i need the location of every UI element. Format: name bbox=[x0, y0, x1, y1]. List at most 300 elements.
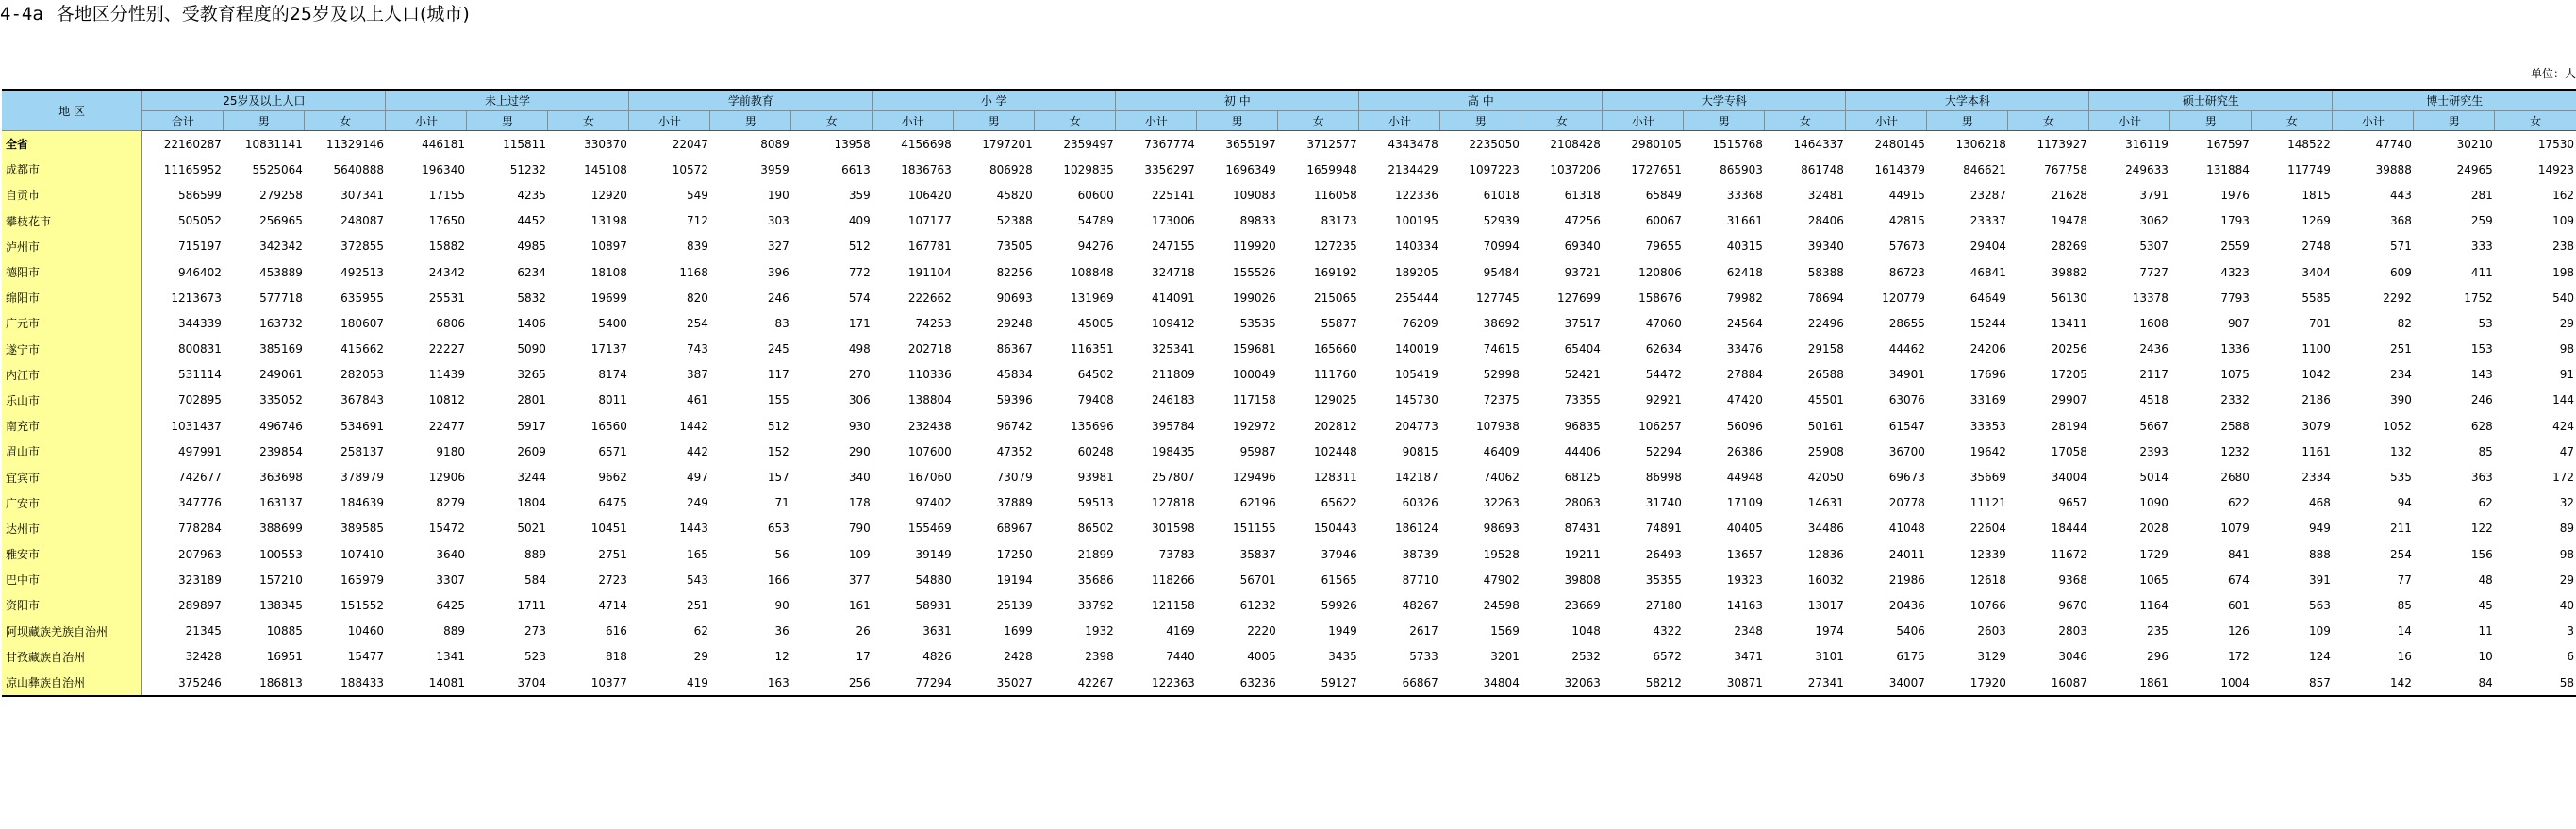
table-cell: 841 bbox=[2228, 547, 2250, 561]
table-cell: 127745 bbox=[1476, 290, 1520, 305]
table-cell: 333 bbox=[2470, 240, 2493, 254]
table-cell: 2532 bbox=[1571, 650, 1601, 664]
header-row-sub bbox=[2, 111, 2576, 131]
table-cell: 83173 bbox=[1321, 214, 1357, 228]
table-cell: 2748 bbox=[2302, 240, 2331, 254]
table-cell: 79408 bbox=[1077, 393, 1114, 407]
table-cell: 857 bbox=[2252, 670, 2333, 696]
table-cell: 35669 bbox=[1969, 471, 2006, 485]
table-row-total bbox=[2, 131, 2576, 158]
table-cell: 248087 bbox=[341, 214, 384, 228]
table-cell: 22227 bbox=[428, 342, 465, 356]
table-cell: 71 bbox=[774, 496, 789, 510]
table-cell: 907 bbox=[2228, 316, 2250, 330]
table-cell: 109412 bbox=[1151, 316, 1195, 330]
table-cell: 2680 bbox=[2220, 471, 2250, 485]
sub-header: 小计 bbox=[1846, 111, 1927, 131]
table-cell: 107177 bbox=[907, 214, 952, 228]
table-cell: 118266 bbox=[1151, 572, 1195, 587]
table-cell: 818 bbox=[606, 650, 627, 664]
table-cell: 17696 bbox=[1969, 368, 2006, 382]
table-cell: 155526 bbox=[1232, 265, 1276, 279]
table-cell: 523 bbox=[524, 650, 546, 664]
table-cell: 1029835 bbox=[1063, 162, 1114, 176]
table-cell: 2134429 bbox=[1388, 162, 1438, 176]
table-cell: 96835 bbox=[1564, 419, 1601, 433]
table-cell: 28194 bbox=[2051, 419, 2087, 433]
table-cell: 145730 bbox=[1395, 393, 1438, 407]
table-cell: 11672 bbox=[2051, 547, 2087, 561]
table-cell: 2801 bbox=[517, 393, 546, 407]
table-cell: 12920 bbox=[590, 188, 627, 202]
table-cell: 117 bbox=[767, 368, 789, 382]
table-cell: 249633 bbox=[2125, 162, 2169, 176]
table-cell: 2332 bbox=[2220, 393, 2250, 407]
table-cell: 234 bbox=[2389, 368, 2412, 382]
table-cell: 95484 bbox=[1483, 265, 1520, 279]
table-cell: 254 bbox=[2389, 547, 2412, 561]
table-cell: 930 bbox=[848, 419, 871, 433]
table-cell: 33353 bbox=[1969, 419, 2006, 433]
table-cell: 29907 bbox=[2051, 393, 2087, 407]
table-cell: 1949 bbox=[1328, 624, 1357, 638]
table-cell: 11121 bbox=[1969, 496, 2006, 510]
table-cell: 132 bbox=[2389, 444, 2412, 458]
table-cell: 35837 bbox=[1239, 547, 1276, 561]
table-cell: 138345 bbox=[259, 598, 303, 612]
table-cell: 4323 bbox=[2220, 265, 2250, 279]
table-cell: 3307 bbox=[436, 572, 465, 587]
table-cell: 59127 bbox=[1278, 670, 1359, 696]
table-cell: 378979 bbox=[341, 471, 384, 485]
table-cell: 5400 bbox=[598, 316, 627, 330]
table-cell: 861748 bbox=[1801, 162, 1844, 176]
sub-header: 男 bbox=[467, 111, 548, 131]
table-cell: 5014 bbox=[2139, 471, 2169, 485]
table-cell: 52388 bbox=[996, 214, 1033, 228]
table-cell: 245 bbox=[767, 342, 789, 356]
table-cell: 5406 bbox=[1896, 624, 1925, 638]
table-cell: 19194 bbox=[996, 572, 1033, 587]
table-cell: 16560 bbox=[590, 419, 627, 433]
table-cell: 86502 bbox=[1077, 522, 1114, 536]
table-cell: 33169 bbox=[1969, 393, 2006, 407]
table-cell: 389585 bbox=[341, 522, 384, 536]
table-title: 各地区分性别、受教育程度的25岁及以上人口(城市) bbox=[56, 4, 470, 25]
table-cell: 165660 bbox=[1314, 342, 1357, 356]
table-cell: 59926 bbox=[1321, 598, 1357, 612]
table-cell: 17137 bbox=[590, 342, 627, 356]
table-cell: 115811 bbox=[503, 137, 546, 151]
table-cell: 258137 bbox=[341, 444, 384, 458]
table-cell: 167781 bbox=[907, 240, 952, 254]
sub-header: 男 bbox=[224, 111, 305, 131]
table-cell: 259 bbox=[2470, 214, 2493, 228]
region-name: 绵阳市 bbox=[2, 285, 142, 310]
table-cell: 535 bbox=[2389, 471, 2412, 485]
table-cell: 78694 bbox=[1807, 290, 1844, 305]
table-cell: 151155 bbox=[1232, 522, 1276, 536]
table-cell: 15472 bbox=[428, 522, 465, 536]
table-cell: 2359497 bbox=[1063, 137, 1114, 151]
region-name: 达州市 bbox=[2, 516, 142, 541]
table-cell: 47352 bbox=[996, 444, 1033, 458]
table-cell: 60248 bbox=[1077, 444, 1114, 458]
table-cell: 26 bbox=[856, 624, 871, 638]
table-cell: 279258 bbox=[259, 188, 303, 202]
table-cell: 89833 bbox=[1239, 214, 1276, 228]
table-cell: 109 bbox=[848, 547, 871, 561]
table-cell: 1037206 bbox=[1550, 162, 1601, 176]
table-cell: 55877 bbox=[1321, 316, 1357, 330]
table-cell: 189205 bbox=[1395, 265, 1438, 279]
table-cell: 10 bbox=[2478, 650, 2493, 664]
table-cell: 14923 bbox=[2537, 162, 2574, 176]
table-cell: 29158 bbox=[1807, 342, 1844, 356]
table-cell: 82256 bbox=[996, 265, 1033, 279]
table-cell: 323189 bbox=[178, 572, 222, 587]
table-cell: 743 bbox=[686, 342, 708, 356]
table-cell: 1793 bbox=[2220, 214, 2250, 228]
table-cell: 131884 bbox=[2206, 162, 2250, 176]
table-cell: 53535 bbox=[1239, 316, 1276, 330]
region-name: 泸州市 bbox=[2, 234, 142, 259]
table-cell: 34486 bbox=[1807, 522, 1844, 536]
table-cell: 72375 bbox=[1483, 393, 1520, 407]
table-cell: 202718 bbox=[907, 342, 952, 356]
table-cell: 2348 bbox=[1734, 624, 1763, 638]
table-cell: 391 bbox=[2309, 572, 2331, 587]
table-cell: 1711 bbox=[517, 598, 546, 612]
table-cell: 306 bbox=[848, 393, 871, 407]
table-cell: 42050 bbox=[1807, 471, 1844, 485]
table-cell: 48267 bbox=[1402, 598, 1438, 612]
table-cell: 303 bbox=[767, 214, 789, 228]
table-cell: 79655 bbox=[1645, 240, 1682, 254]
table-cell: 40405 bbox=[1726, 522, 1763, 536]
table-cell: 497991 bbox=[178, 444, 222, 458]
table-cell: 225141 bbox=[1151, 188, 1195, 202]
table-cell: 14 bbox=[2397, 624, 2412, 638]
group-header: 博士研究生 bbox=[2333, 90, 2576, 111]
table-cell: 10831141 bbox=[244, 137, 303, 151]
table-cell: 211809 bbox=[1151, 368, 1195, 382]
table-cell: 47060 bbox=[1645, 316, 1682, 330]
table-cell: 24011 bbox=[1888, 547, 1925, 561]
table-cell: 584 bbox=[524, 572, 546, 587]
table-cell: 34901 bbox=[1888, 368, 1925, 382]
table-row bbox=[2, 362, 2576, 388]
table-cell: 1173927 bbox=[2036, 137, 2087, 151]
table-cell: 166 bbox=[767, 572, 789, 587]
sub-header: 女 bbox=[1521, 111, 1603, 131]
table-cell: 715197 bbox=[178, 240, 222, 254]
table-cell: 254 bbox=[686, 316, 708, 330]
table-cell: 109 bbox=[2309, 624, 2331, 638]
sub-header: 男 bbox=[1440, 111, 1521, 131]
sub-header: 女 bbox=[2008, 111, 2089, 131]
table-cell: 83 bbox=[774, 316, 789, 330]
table-cell: 46841 bbox=[1969, 265, 2006, 279]
table-cell: 301598 bbox=[1151, 522, 1195, 536]
table-cell: 21899 bbox=[1077, 547, 1114, 561]
table-cell: 199026 bbox=[1232, 290, 1276, 305]
table-cell: 66867 bbox=[1359, 670, 1440, 696]
table-cell: 64502 bbox=[1077, 368, 1114, 382]
table-cell: 116058 bbox=[1314, 188, 1357, 202]
table-cell: 198435 bbox=[1151, 444, 1195, 458]
table-cell: 25139 bbox=[996, 598, 1033, 612]
table-cell: 13411 bbox=[2051, 316, 2087, 330]
table-cell: 186813 bbox=[224, 670, 305, 696]
table-cell: 2980105 bbox=[1631, 137, 1682, 151]
table-row bbox=[2, 208, 2576, 234]
table-cell: 28063 bbox=[1564, 496, 1601, 510]
region-name: 成都市 bbox=[2, 157, 142, 182]
table-cell: 145108 bbox=[584, 162, 627, 176]
table-cell: 56 bbox=[774, 547, 789, 561]
table-cell: 60600 bbox=[1077, 188, 1114, 202]
table-cell: 702895 bbox=[178, 393, 222, 407]
table-cell: 8089 bbox=[760, 137, 789, 151]
table-cell: 11329146 bbox=[325, 137, 384, 151]
group-header: 大学本科 bbox=[1846, 90, 2089, 111]
table-cell: 340 bbox=[848, 471, 871, 485]
table-cell: 73505 bbox=[996, 240, 1033, 254]
table-cell: 172 bbox=[2552, 471, 2574, 485]
table-cell: 17250 bbox=[996, 547, 1033, 561]
table-cell: 22604 bbox=[1969, 522, 2006, 536]
table-cell: 249061 bbox=[259, 368, 303, 382]
table-cell: 1075 bbox=[2220, 368, 2250, 382]
group-header: 初 中 bbox=[1116, 90, 1359, 111]
table-cell: 95987 bbox=[1239, 444, 1276, 458]
table-cell: 121158 bbox=[1151, 598, 1195, 612]
table-cell: 574 bbox=[848, 290, 871, 305]
table-cell: 247155 bbox=[1151, 240, 1195, 254]
table-cell: 1232 bbox=[2220, 444, 2250, 458]
table-cell: 128311 bbox=[1314, 471, 1357, 485]
table-cell: 18108 bbox=[590, 265, 627, 279]
table-cell: 93981 bbox=[1077, 471, 1114, 485]
table-cell: 1341 bbox=[436, 650, 465, 664]
table-cell: 57673 bbox=[1888, 240, 1925, 254]
table-cell: 255444 bbox=[1395, 290, 1438, 305]
table-cell: 109 bbox=[2552, 214, 2574, 228]
table-cell: 22047 bbox=[672, 137, 708, 151]
table-cell: 58 bbox=[2495, 670, 2576, 696]
table-cell: 63076 bbox=[1888, 393, 1925, 407]
table-cell: 18444 bbox=[2051, 522, 2087, 536]
sub-header: 女 bbox=[1278, 111, 1359, 131]
table-cell: 16087 bbox=[2008, 670, 2089, 696]
table-cell: 3 bbox=[2567, 624, 2574, 638]
sub-header: 小计 bbox=[2089, 111, 2170, 131]
table-cell: 270 bbox=[848, 368, 871, 382]
table-cell: 73783 bbox=[1158, 547, 1195, 561]
table-cell: 4322 bbox=[1653, 624, 1682, 638]
table-cell: 3129 bbox=[1977, 650, 2006, 664]
table-cell: 30210 bbox=[2456, 137, 2493, 151]
table-cell: 571 bbox=[2389, 240, 2412, 254]
sub-header: 男 bbox=[2414, 111, 2495, 131]
table-cell: 94276 bbox=[1077, 240, 1114, 254]
table-cell: 10460 bbox=[347, 624, 384, 638]
table-cell: 19528 bbox=[1483, 547, 1520, 561]
table-cell: 505052 bbox=[178, 214, 222, 228]
table-cell: 4518 bbox=[2139, 393, 2169, 407]
table-cell: 86367 bbox=[996, 342, 1033, 356]
table-cell: 27180 bbox=[1645, 598, 1682, 612]
table-cell: 70994 bbox=[1483, 240, 1520, 254]
table-cell: 889 bbox=[524, 547, 546, 561]
table-cell: 2108428 bbox=[1550, 137, 1601, 151]
table-cell: 165979 bbox=[341, 572, 384, 587]
table-cell: 888 bbox=[2309, 547, 2331, 561]
table-cell: 701 bbox=[2309, 316, 2331, 330]
table-cell: 327 bbox=[767, 240, 789, 254]
table-cell: 122 bbox=[2470, 522, 2493, 536]
sub-header: 小计 bbox=[2333, 111, 2414, 131]
table-cell: 155 bbox=[767, 393, 789, 407]
table-cell: 10766 bbox=[1969, 598, 2006, 612]
table-cell: 162 bbox=[2552, 188, 2574, 202]
table-cell: 10885 bbox=[266, 624, 303, 638]
table-cell: 100553 bbox=[259, 547, 303, 561]
table-cell: 163137 bbox=[259, 496, 303, 510]
table-cell: 1269 bbox=[2302, 214, 2331, 228]
table-cell: 27341 bbox=[1765, 670, 1846, 696]
table-cell: 316119 bbox=[2125, 137, 2169, 151]
table-cell: 61547 bbox=[1888, 419, 1925, 433]
table-cell: 44406 bbox=[1564, 444, 1601, 458]
table-cell: 24342 bbox=[428, 265, 465, 279]
table-cell: 56096 bbox=[1726, 419, 1763, 433]
table-cell: 2617 bbox=[1409, 624, 1438, 638]
table-cell: 10377 bbox=[548, 670, 629, 696]
table-cell: 363698 bbox=[259, 471, 303, 485]
table-cell: 12906 bbox=[428, 471, 465, 485]
table-cell: 52421 bbox=[1564, 368, 1601, 382]
table-row bbox=[2, 388, 2576, 413]
region-name: 广元市 bbox=[2, 310, 142, 336]
table-cell: 2235050 bbox=[1469, 137, 1520, 151]
table-cell: 8279 bbox=[436, 496, 465, 510]
table-cell: 23337 bbox=[1969, 214, 2006, 228]
table-cell: 4005 bbox=[1247, 650, 1276, 664]
header-row-groups bbox=[2, 90, 2576, 111]
table-cell: 22496 bbox=[1807, 316, 1844, 330]
table-cell: 4169 bbox=[1166, 624, 1195, 638]
table-cell: 106257 bbox=[1638, 419, 1682, 433]
table-cell: 62 bbox=[693, 624, 708, 638]
table-cell: 3712577 bbox=[1306, 137, 1357, 151]
table-cell: 367843 bbox=[341, 393, 384, 407]
sub-header: 女 bbox=[2252, 111, 2333, 131]
sub-header: 小计 bbox=[1603, 111, 1684, 131]
table-cell: 889 bbox=[443, 624, 465, 638]
table-cell: 1031437 bbox=[171, 419, 222, 433]
table-cell: 5307 bbox=[2139, 240, 2169, 254]
table-row bbox=[2, 670, 2576, 696]
table-cell: 51232 bbox=[509, 162, 546, 176]
table-cell: 468 bbox=[2309, 496, 2331, 510]
table-cell: 4235 bbox=[517, 188, 546, 202]
table-cell: 117158 bbox=[1232, 393, 1276, 407]
table-cell: 73355 bbox=[1564, 393, 1601, 407]
table-cell: 2436 bbox=[2139, 342, 2169, 356]
table-cell: 3791 bbox=[2139, 188, 2169, 202]
table-row bbox=[2, 644, 2576, 670]
table-cell: 251 bbox=[2389, 342, 2412, 356]
unit-label: 单位：人 bbox=[2530, 67, 2576, 80]
table-cell: 2723 bbox=[598, 572, 627, 587]
table-cell: 3201 bbox=[1490, 650, 1520, 664]
table-cell: 2803 bbox=[2058, 624, 2087, 638]
table-cell: 26588 bbox=[1807, 368, 1844, 382]
table-cell: 17920 bbox=[1927, 670, 2008, 696]
table-cell: 6234 bbox=[517, 265, 546, 279]
table-cell: 461 bbox=[686, 393, 708, 407]
table-cell: 1515768 bbox=[1712, 137, 1763, 151]
table-cell: 117749 bbox=[2287, 162, 2331, 176]
table-cell: 290 bbox=[848, 444, 871, 458]
table-cell: 90693 bbox=[996, 290, 1033, 305]
table-cell: 635955 bbox=[341, 290, 384, 305]
table-cell: 307341 bbox=[341, 188, 384, 202]
table-cell: 98 bbox=[2559, 342, 2574, 356]
table-cell: 540 bbox=[2552, 290, 2574, 305]
table-cell: 3404 bbox=[2302, 265, 2331, 279]
table-cell: 257807 bbox=[1151, 471, 1195, 485]
table-cell: 89 bbox=[2559, 522, 2574, 536]
table-cell: 73079 bbox=[996, 471, 1033, 485]
table-cell: 1464337 bbox=[1793, 137, 1844, 151]
table-cell: 949 bbox=[2309, 522, 2331, 536]
table-cell: 12618 bbox=[1969, 572, 2006, 587]
table-cell: 609 bbox=[2389, 265, 2412, 279]
table-cell: 52998 bbox=[1483, 368, 1520, 382]
table-cell: 61018 bbox=[1483, 188, 1520, 202]
table-cell: 28269 bbox=[2051, 240, 2087, 254]
table-cell: 62634 bbox=[1645, 342, 1682, 356]
table-cell: 222662 bbox=[907, 290, 952, 305]
group-header: 小 学 bbox=[873, 90, 1116, 111]
table-cell: 31740 bbox=[1645, 496, 1682, 510]
table-cell: 411 bbox=[2470, 265, 2493, 279]
table-cell: 415662 bbox=[341, 342, 384, 356]
table-cell: 256965 bbox=[259, 214, 303, 228]
table-cell: 497 bbox=[686, 471, 708, 485]
table-cell: 2220 bbox=[1247, 624, 1276, 638]
table-cell: 6571 bbox=[598, 444, 627, 458]
group-header: 未上过学 bbox=[386, 90, 629, 111]
table-cell: 273 bbox=[524, 624, 546, 638]
table-cell: 37517 bbox=[1564, 316, 1601, 330]
table-cell: 10897 bbox=[590, 240, 627, 254]
table-cell: 296 bbox=[2147, 650, 2169, 664]
table-cell: 11439 bbox=[428, 368, 465, 382]
table-cell: 50161 bbox=[1807, 419, 1844, 433]
table-cell: 3631 bbox=[922, 624, 952, 638]
table-cell: 1608 bbox=[2139, 316, 2169, 330]
table-cell: 806928 bbox=[989, 162, 1033, 176]
table-cell: 767758 bbox=[2044, 162, 2087, 176]
table-cell: 39888 bbox=[2375, 162, 2412, 176]
table-cell: 19642 bbox=[1969, 444, 2006, 458]
table-cell: 59396 bbox=[996, 393, 1033, 407]
table-row bbox=[2, 464, 2576, 489]
